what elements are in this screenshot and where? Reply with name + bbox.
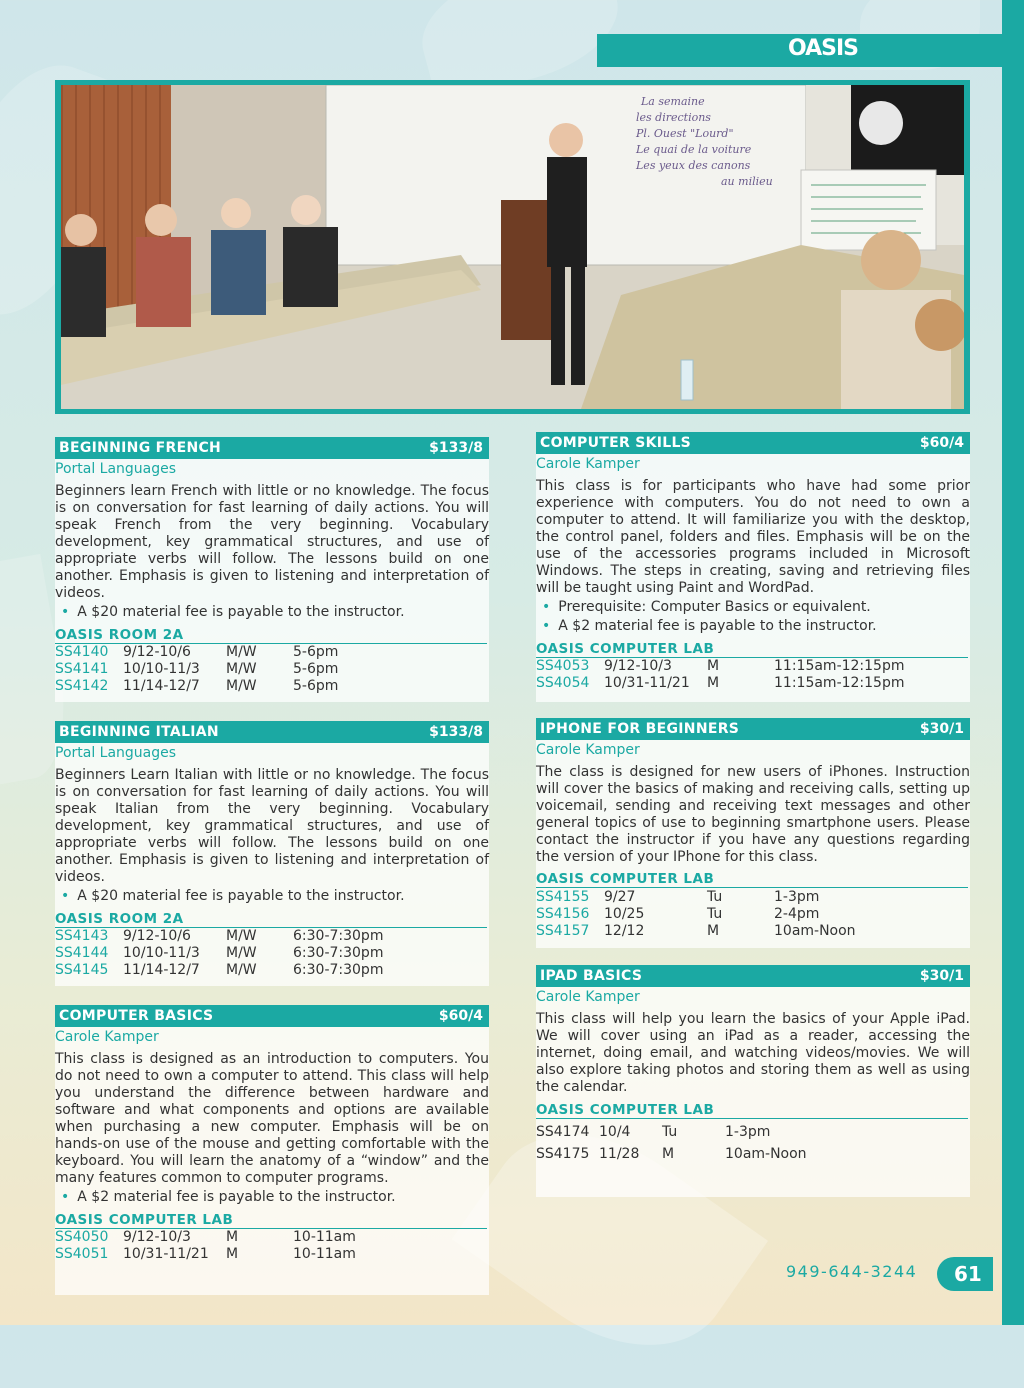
class-title: IPHONE FOR BEGINNERS [540, 721, 740, 737]
class-price: $30/1 [919, 721, 964, 737]
class-title-bar [536, 432, 970, 454]
class-card-ipad: IPAD BASICS $30/1 Carole Kamper This class will help you learn the basics of your Apple iPad. We will cover using an iPad as a reader, accessing the internet, doing email, and watching videos/movies. We will also explore taking photos and storing them as well as using the calendar. OASIS COMPUTER LAB SS4174 10/4 Tu 1-3pm SS4175 11/28 M 10am-Noon [536, 965, 970, 1197]
class-title: IPAD BASICS [540, 968, 643, 984]
class-price: $133/8 [429, 724, 483, 740]
board-text: Pl. Ouest "Lourd" [636, 127, 734, 140]
class-price: $60/4 [438, 1008, 483, 1024]
class-card-computer-skills: COMPUTER SKILLS $60/4 Carole Kamper This class is for participants who have had some prior experience with computers. You do not need to own a computer to attend. It will familiarize you with the desktop, the control panel, folders and files. Emphasis will be on the use of the accessories programs included in Microsoft Windows. The steps in creating, saving and retrieving files will be taught using Paint and WordPad. • Prerequisite: Computer Basics or equivalent. • A $2 material fee is payable to the instructor. OASIS COMPUTER LAB SS4053 9/12-10/3 M 11:15am-12:15pm SS4054 10/31-11/21 M 11:15am-12:15pm [536, 432, 970, 702]
class-bullet: • A $20 material fee is payable to the instructor. [61, 888, 405, 904]
class-title: COMPUTER SKILLS [540, 435, 692, 451]
right-accent-stripe [1002, 0, 1024, 1325]
class-price: $30/1 [919, 968, 964, 984]
board-text: La semaine [641, 95, 705, 108]
class-bullet: • A $2 material fee is payable to the instructor. [61, 1189, 396, 1205]
class-location: OASIS ROOM 2A [55, 627, 487, 644]
class-location: OASIS COMPUTER LAB [536, 1102, 968, 1119]
class-description: Beginners Learn Italian with little or no knowledge. The focus is on conversation for fast learning of daily actions. You will speak Italian from the very beginning. Vocabulary development, key grammatical structures, and use of appropriate verbs will follow. The lessons build on one another. Emphasis is given to listening and interpretation of videos. [55, 767, 489, 885]
class-instructor: Carole Kamper [536, 989, 640, 1005]
class-instructor: Carole Kamper [536, 742, 640, 758]
class-bullet: • Prerequisite: Computer Basics or equivalent. [542, 599, 871, 615]
section-title: OASIS [787, 36, 858, 61]
contact-phone: 949-644-3244 [786, 1262, 918, 1281]
class-card-french: BEGINNING FRENCH $133/8 Portal Languages Beginners learn French with little or no knowledge. The focus is on conversation for fast learning of daily actions. You will speak French from the very beginning. Vocabulary development, key grammatical structures, and use of appropriate verbs will follow. The lessons build on one another. Emphasis is given to listening and interpretation of videos. • A $20 material fee is payable to the instructor. OASIS ROOM 2A SS4140 9/12-10/6 M/W 5-6pm SS4141 10/10-11/3 M/W 5-6pm SS4142 11/14-12/7 M/W 5-6pm [55, 437, 489, 702]
class-price: $133/8 [429, 440, 483, 456]
class-card-computer-basics: COMPUTER BASICS $60/4 Carole Kamper This class is designed as an introduction to computers. You do not need to own a computer to attend. This class will help you understand the difference between hardware and software and what components and options are available when purchasing a new computer. Emphasis will be on hands-on use of the mouse and getting comfortable with the keyboard. You will learn the anatomy of a “window” and the many features common to computer programs. • A $2 material fee is payable to the instructor. OASIS COMPUTER LAB SS4050 9/12-10/3 M 10-11am SS4051 10/31-11/21 M 10-11am [55, 1005, 489, 1295]
class-bullet: • A $2 material fee is payable to the instructor. [542, 618, 877, 634]
class-description: This class is for participants who have had some prior experience with computers. You do not need to own a computer to attend. It will familiarize you with the desktop, the control panel, folders and files. Emphasis will be on the use of the accessories programs included in Microsoft Windows. The steps in creating, saving and retrieving files will be taught using Paint and WordPad. [536, 478, 970, 596]
class-location: OASIS ROOM 2A [55, 911, 487, 928]
page-number: 61 [954, 1262, 982, 1286]
class-card-iphone: IPHONE FOR BEGINNERS $30/1 Carole Kamper The class is designed for new users of iPhones. Instruction will cover the basics of making and receiving calls, setting up voicemail, sending and receiving text messages and other general topics of use to beginning smartphone users. Please contact the instructor if you have any questions regarding the version of your IPhone for this class. OASIS COMPUTER LAB SS4155 9/27 Tu 1-3pm SS4156 10/25 Tu 2-4pm SS4157 12/12 M 10am-Noon [536, 718, 970, 948]
header-divider [597, 64, 1002, 67]
class-title: COMPUTER BASICS [59, 1008, 214, 1024]
class-title-bar [536, 965, 970, 987]
class-instructor: Portal Languages [55, 745, 177, 761]
board-text: au milieu [721, 175, 773, 188]
header-band [597, 34, 1002, 64]
class-price: $60/4 [919, 435, 964, 451]
class-title-bar [55, 437, 489, 459]
class-title-bar [55, 721, 489, 743]
class-description: This class will help you learn the basics of your Apple iPad. We will cover using an iPad as a reader, accessing the internet, doing email, and watching videos/movies. We will also explore taking photos and storing them as well as using the calendar. [536, 1011, 970, 1095]
class-description: Beginners learn French with little or no knowledge. The focus is on conversation for fast learning of daily actions. You will speak French from the very beginning. Vocabulary development, key grammatical structures, and use of appropriate verbs will follow. The lessons build on one another. Emphasis is given to listening and interpretation of videos. [55, 483, 489, 601]
class-title: BEGINNING FRENCH [59, 440, 222, 456]
page-number-tab [937, 1257, 993, 1291]
class-title: BEGINNING ITALIAN [59, 724, 219, 740]
class-location: OASIS COMPUTER LAB [536, 871, 968, 888]
class-description: The class is designed for new users of iPhones. Instruction will cover the basics of making and receiving calls, setting up voicemail, sending and receiving text messages and other general topics of use to beginning smartphone users. Please contact the instructor if you have any questions regarding the version of your IPhone for this class. [536, 764, 970, 865]
board-text: Le quai de la voiture [636, 143, 752, 156]
board-text: Les yeux des canons [636, 159, 751, 172]
class-instructor: Portal Languages [55, 461, 177, 477]
class-title-bar [55, 1005, 489, 1027]
class-card-italian: BEGINNING ITALIAN $133/8 Portal Languages Beginners Learn Italian with little or no knowledge. The focus is on conversation for fast learning of daily actions. You will speak Italian from the very beginning. Vocabulary development, key grammatical structures, and use of appropriate verbs will follow. The lessons build on one another. Emphasis is given to listening and interpretation of videos. • A $20 material fee is payable to the instructor. OASIS ROOM 2A SS4143 9/12-10/6 M/W 6:30-7:30pm SS4144 10/10-11/3 M/W 6:30-7:30pm SS4145 11/14-12/7 M/W 6:30-7:30pm [55, 721, 489, 986]
class-bullet: • A $20 material fee is payable to the instructor. [61, 604, 405, 620]
class-location: OASIS COMPUTER LAB [55, 1212, 487, 1229]
classroom-photo-illustration [61, 85, 964, 409]
board-text: les directions [636, 111, 711, 124]
class-description: This class is designed as an introduction to computers. You do not need to own a computer to attend. This class will help you understand the difference between hardware and software and what components and options are available when purchasing a new computer. Emphasis will be on hands-on use of the mouse and getting comfortable with the keyboard. You will learn the anatomy of a “window” and the many features common to computer programs. [55, 1051, 489, 1186]
class-title-bar [536, 718, 970, 740]
class-instructor: Carole Kamper [536, 456, 640, 472]
classroom-photo [55, 80, 970, 414]
class-instructor: Carole Kamper [55, 1029, 159, 1045]
class-location: OASIS COMPUTER LAB [536, 641, 968, 658]
